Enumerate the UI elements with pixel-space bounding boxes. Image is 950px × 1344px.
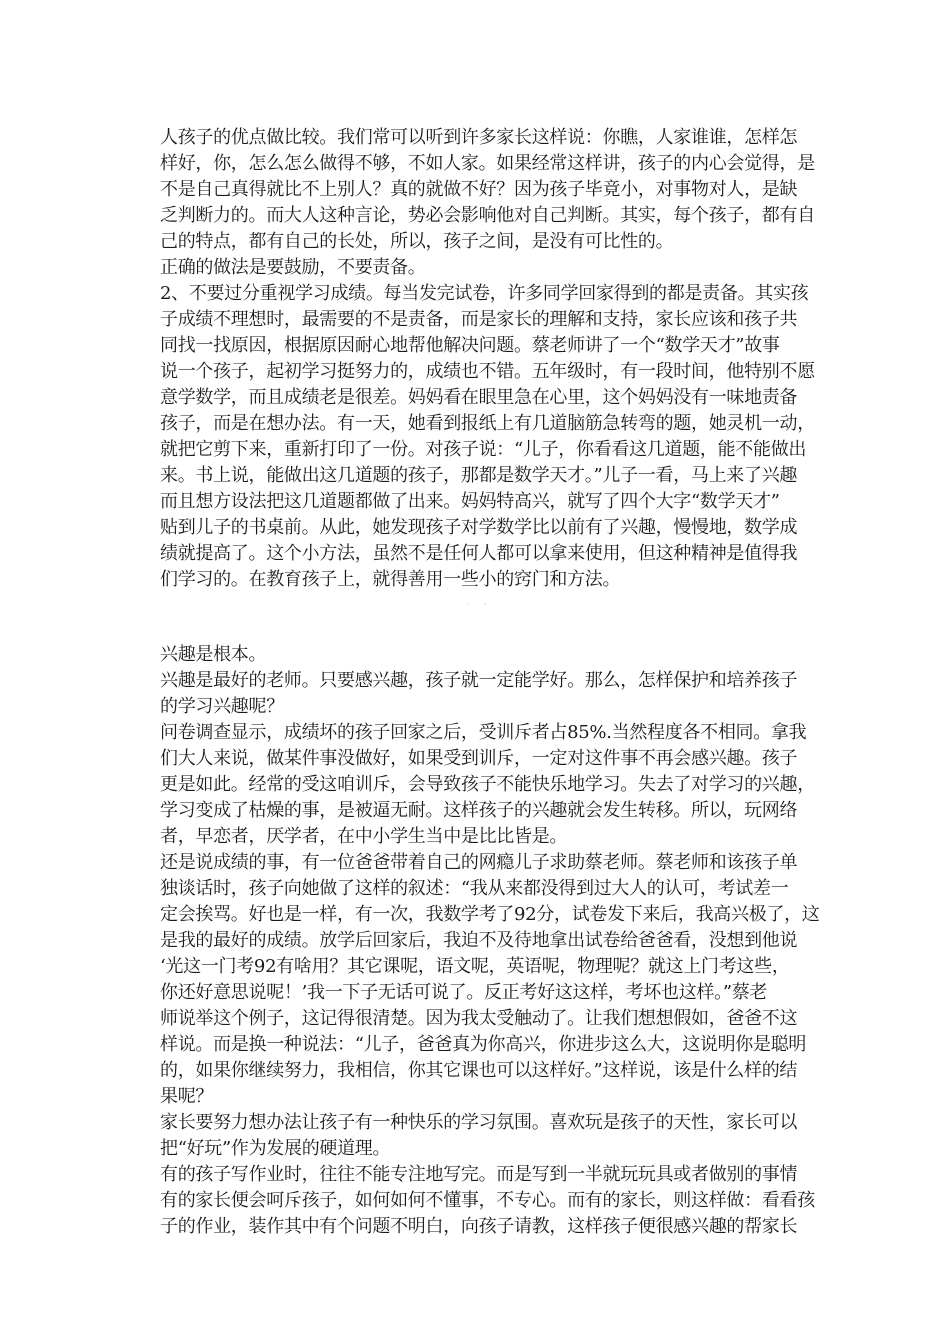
text-line: 意学数学，而且成绩老是很差。妈妈看在眼里急在心里，这个妈妈没有一味地责备 [160,387,798,408]
text-line: 独谈话时，孩子向她做了这样的叙述：“我从来都没得到过大人的认可，考试差一 [160,878,789,899]
text-line: 问卷调查显示，成绩坏的孩子回家之后，受训斥者占85%.当然程度各不相同。拿我 [160,722,807,743]
text-line: 把“好玩”作为发展的硬道理。 [160,1138,391,1159]
article-section-top [160,125,850,593]
article-section-bottom [160,642,850,1240]
page-break-mark: · · [466,600,493,610]
text-line: 同找一找原因，根据原因耐心地帮他解决问题。蔡老师讲了一个“数学天才”故事 [160,335,780,356]
text-line: 己的特点，都有自己的长处，所以，孩子之间，是没有可比性的。 [160,231,674,252]
text-line: 们学习的。在教育孩子上，就得善用一些小的窍门和方法。 [160,569,621,590]
text-line: 来。书上说，能做出这几道题的孩子，那都是数学天才。”儿子一看，马上来了兴趣 [160,465,798,486]
text-line: 兴趣是根本。 [160,644,267,665]
text-line: 说一个孩子，起初学习挺努力的，成绩也不错。五年级时，有一段时间，他特别不愿 [160,361,815,382]
text-line: 绩就提高了。这个小方法，虽然不是任何人都可以拿来使用，但这种精神是值得我 [160,543,798,564]
text-line: 者，早恋者，厌学者，在中小学生当中是比比皆是。 [160,826,568,847]
text-line: 贴到儿子的书桌前。从此，她发现孩子对学数学比以前有了兴趣，慢慢地，数学成 [160,517,798,538]
text-line: 孩子，而是在想办法。有一天，她看到报纸上有几道脑筋急转弯的题，她灵机一动， [160,413,815,434]
text-line: 是我的最好的成绩。放学后回家后，我迫不及待地拿出试卷给爸爸看，没想到他说 [160,930,798,951]
text-line: 学习变成了枯燥的事，是被逼无耐。这样孩子的兴趣就会发生转移。所以，玩网络 [160,800,798,821]
text-line: 乏判断力的。而大人这种言论，势必会影响他对自己判断。其实，每个孩子，都有自 [160,205,815,226]
text-line: 的学习兴趣呢？ [160,696,284,717]
text-line: 子的作业，装作其中有个问题不明白，向孩子请教，这样孩子便很感兴趣的帮家长 [160,1216,798,1237]
text-line: 定会挨骂。好也是一样，有一次，我数学考了92分，试卷发下来后，我高兴极了，这 [160,904,820,925]
text-line: 不是自己真得就比不上别人？真的就做不好？因为孩子毕竟小，对事物对人，是缺 [160,179,798,200]
text-line: 你还好意思说呢！’我一下子无话可说了。反正考好这这样，考坏也这样。”蔡老 [160,982,768,1003]
text-line: ‘光这一门考92有啥用？其它课呢，语文呢，英语呢，物理呢？就这上门考这些， [160,956,790,977]
text-line: 就把它剪下来，重新打印了一份。对孩子说：“儿子，你看看这几道题，能不能做出 [160,439,807,460]
text-line: 的，如果你继续努力，我相信，你其它课也可以这样好。”这样说，该是什么样的结 [160,1060,798,1081]
text-line: 果呢？ [160,1086,214,1107]
text-line: 师说举这个例子，这记得很清楚。因为我太受触动了。让我们想想假如，爸爸不这 [160,1008,798,1029]
text-line: 兴趣是最好的老师。只要感兴趣，孩子就一定能学好。那么，怎样保护和培养孩子 [160,670,798,691]
text-line: 们大人来说，做某件事没做好，如果受到训斥，一定对这件事不再会感兴趣。孩子 [160,748,798,769]
text-line: 有的孩子写作业时，往往不能专注地写完。而是写到一半就玩玩具或者做别的事情 [160,1164,798,1185]
text-line: 人孩子的优点做比较。我们常可以听到许多家长这样说：你瞧，人家谁谁，怎样怎 [160,127,798,148]
text-line: 正确的做法是要鼓励，不要责备。 [160,257,426,278]
text-line: 还是说成绩的事，有一位爸爸带着自己的网瘾儿子求助蔡老师。蔡老师和该孩子单 [160,852,798,873]
text-line: 家长要努力想办法让孩子有一种快乐的学习氛围。喜欢玩是孩子的天性，家长可以 [160,1112,798,1133]
text-line: 而且想方设法把这几道题都做了出来。妈妈特高兴，就写了四个大字“数学天才” [160,491,780,512]
text-line: 更是如此。经常的受这咱训斥，会导致孩子不能快乐地学习。失去了对学习的兴趣， [160,774,815,795]
text-line: 样说。而是换一种说法：“儿子，爸爸真为你高兴，你进步这么大，这说明你是聪明 [160,1034,807,1055]
text-line: 2、不要过分重视学习成绩。每当发完试卷，许多同学回家得到的都是责备。其实孩 [160,283,809,304]
text-line: 样好，你，怎么怎么做得不够，不如人家。如果经常这样讲，孩子的内心会觉得，是 [160,153,815,174]
text-line: 子成绩不理想时，最需要的不是责备，而是家长的理解和支持，家长应该和孩子共 [160,309,798,330]
text-line: 有的家长便会呵斥孩子，如何如何不懂事，不专心。而有的家长，则这样做：看看孩 [160,1190,815,1211]
